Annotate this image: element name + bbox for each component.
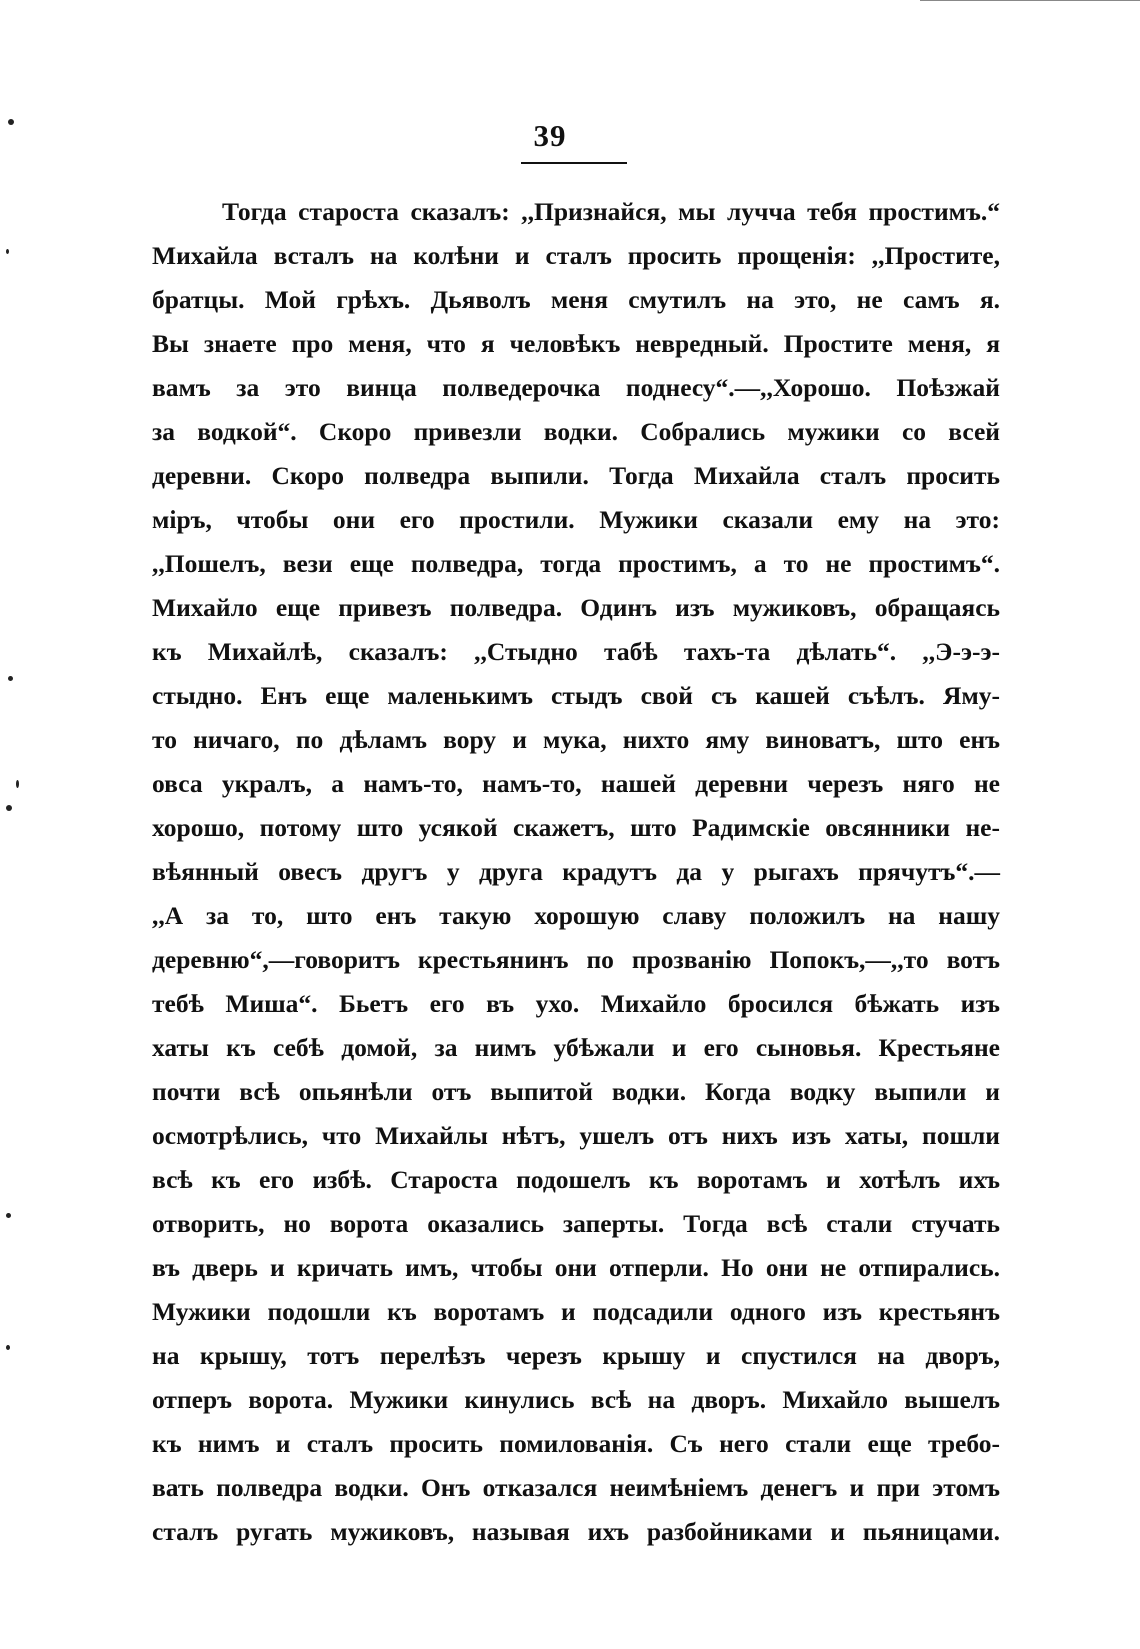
text-line: тебѣ Миша“. Бьетъ его въ ухо. Михайло бросился бѣжать изъ bbox=[152, 989, 1000, 1018]
body-text bbox=[152, 190, 1000, 1554]
text-line: ,,Пошелъ, вези еще полведра, тогда простимъ, а то не простимъ“. bbox=[152, 549, 1000, 578]
text-line: къ Михайлѣ, сказалъ: ,,Стыдно табѣ тахъ-та дѣлать“. ,,Э-э-э- bbox=[152, 637, 1000, 666]
margin-speck bbox=[6, 1345, 10, 1350]
text-line: сталъ ругать мужиковъ, называя ихъ разбойниками и пьяницами. bbox=[152, 1517, 1000, 1546]
text-line: за водкой“. Скоро привезли водки. Собрались мужики со всей bbox=[152, 417, 1000, 446]
text-line: хаты къ себѣ домой, за нимъ убѣжали и его сыновья. Крестьяне bbox=[152, 1033, 1000, 1062]
text-line: овса укралъ, а намъ-то, намъ-то, нашей деревни черезъ няго не bbox=[152, 769, 1000, 798]
text-line: стыдно. Енъ еще маленькимъ стыдъ свой съ кашей съѣлъ. Яму- bbox=[152, 681, 1000, 710]
margin-speck bbox=[16, 780, 19, 788]
text-line: деревню“,—говоритъ крестьянинъ по прозванію Попокъ,—,,то вотъ bbox=[152, 945, 1000, 974]
text-line: братцы. Мой грѣхъ. Дьяволъ меня смутилъ на это, не самъ я. bbox=[152, 285, 1000, 314]
text-line: отперъ ворота. Мужики кинулись всѣ на дворъ. Михайло вышелъ bbox=[152, 1385, 1000, 1414]
text-line: Тогда староста сказалъ: ,,Признайся, мы лучча тебя простимъ.“ bbox=[222, 197, 1000, 226]
margin-speck bbox=[6, 805, 12, 811]
text-line: къ нимъ и сталъ просить помилованія. Съ него стали еще требо- bbox=[152, 1429, 1000, 1458]
text-line: почти всѣ опьянѣли отъ выпитой водки. Когда водку выпили и bbox=[152, 1077, 1000, 1106]
text-line: Михайло еще привезъ полведра. Одинъ изъ мужиковъ, обращаясь bbox=[152, 593, 1000, 622]
text-line: Михайла всталъ на колѣни и сталъ просить прощенія: ,,Простите, bbox=[152, 241, 1000, 270]
text-line: міръ, чтобы они его простили. Мужики сказали ему на это: bbox=[152, 505, 1000, 534]
margin-speck bbox=[6, 1213, 11, 1218]
text-line: деревни. Скоро полведра выпили. Тогда Михайла сталъ просить bbox=[152, 461, 1000, 490]
margin-speck bbox=[6, 249, 9, 254]
text-line: хорошо, потому што усякой скажетъ, што Радимскіе овсянники не- bbox=[152, 813, 1000, 842]
scan-edge-line bbox=[920, 0, 1140, 1]
text-line: вѣянный овесъ другъ у друга крадутъ да у рыгахъ прячутъ“.— bbox=[152, 857, 1000, 886]
margin-speck bbox=[8, 119, 14, 125]
text-line: на крышу, тотъ перелѣзъ черезъ крышу и спустился на дворъ, bbox=[152, 1341, 1000, 1370]
text-line: вамъ за это винца полведерочка поднесу“.—,,Хорошо. Поѣзжай bbox=[152, 373, 1000, 402]
text-line: осмотрѣлись, что Михайлы нѣтъ, ушелъ отъ нихъ изъ хаты, пошли bbox=[152, 1121, 1000, 1150]
text-line: Вы знаете про меня, что я человѣкъ невредный. Простите меня, я bbox=[152, 329, 1000, 358]
text-line: Мужики подошли къ воротамъ и подсадили одного изъ крестьянъ bbox=[152, 1297, 1000, 1326]
margin-speck bbox=[8, 676, 13, 681]
text-line: ,,А за то, што енъ такую хорошую славу положилъ на нашу bbox=[152, 901, 1000, 930]
text-line: то ничаго, по дѣламъ вору и мука, нихто яму виноватъ, што енъ bbox=[152, 725, 1000, 754]
text-line: всѣ къ его избѣ. Староста подошелъ къ воротамъ и хотѣлъ ихъ bbox=[152, 1165, 1000, 1194]
page-number-rule bbox=[521, 162, 627, 164]
page-number: 39 bbox=[533, 118, 567, 153]
text-line: вать полведра водки. Онъ отказался неимѣніемъ денегъ и при этомъ bbox=[152, 1473, 1000, 1502]
text-line: въ дверь и кричать имъ, чтобы они отперли. Но они не отпирались. bbox=[152, 1253, 1000, 1282]
text-line: отворить, но ворота оказались заперты. Тогда всѣ стали стучать bbox=[152, 1209, 1000, 1238]
